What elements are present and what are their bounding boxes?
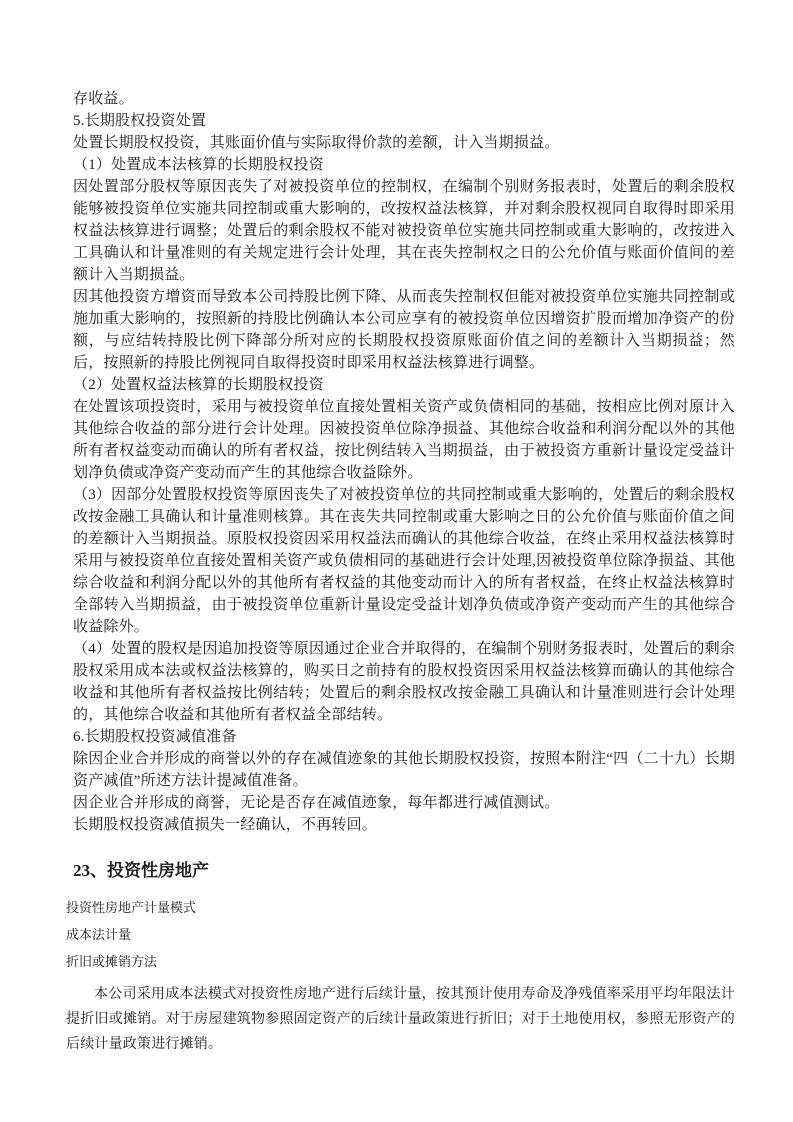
subheading-item-2-equity-method: （2）处置权益法核算的长期股权投资 [73, 377, 324, 393]
accounting-policy-notes [73, 88, 735, 836]
subheading-disposal-of-lt-equity-investment: 5.长期股权投资处置 [73, 113, 207, 129]
paragraph-item-1-detail-b: 因其他投资方增资而导致本公司持股比例下降、从而丧失控制权但能对被投资单位实施共同控制或施加重大影响的，按照新的持股比例确认本公司应享有的被投资单位因增资扩股而增加净资产的份额，与应结转持股比例下降部分所对应的长期股权投资原账面价值之间的差额计入当期损益；然后，按照新的持股比例视同自取得投资时即采用权益法核算进行调整。 [73, 289, 735, 371]
label-depreciation-method: 折旧或摊销方法 [66, 954, 158, 969]
paragraph-disposal-general: 处置长期股权投资，其账面价值与实际取得价款的差额，计入当期损益。 [73, 135, 560, 151]
investment-property-meta [66, 901, 735, 969]
paragraph-item-4-detail: （4）处置的股权是因追加投资等原因通过企业合并取得的，在编制个别财务报表时，处置后的剩余股权采用成本法或权益法核算的，购买日之前持有的股权投资因采用权益法核算而确认的其他综合收益和其他所有者权益按比例结转；处置后的剩余股权改按金融工具确认和计量准则进行会计处理的，其他综合收益和其他所有者权益全部结转。 [73, 641, 735, 723]
subheading-item-1-cost-method: （1）处置成本法核算的长期股权投资 [73, 157, 324, 173]
paragraph-investment-property-policy: 本公司采用成本法模式对投资性房地产进行后续计量，按其预计使用寿命及净残值率采用平均年限法计提折旧或摊销。对于房屋建筑物参照固定资产的后续计量政策进行折旧；对于土地使用权，参照无形资产的后续计量政策进行摊销。 [66, 987, 735, 1052]
paragraph-goodwill-test: 因企业合并形成的商誉，无论是否存在减值迹象，每年都进行减值测试。 [73, 795, 560, 811]
paragraph-impairment-method: 除因企业合并形成的商誉以外的存在减值迹象的其他长期股权投资，按照本附注“四（二十九）长期资产减值”所述方法计提减值准备。 [73, 751, 735, 789]
paragraph-item-2-detail: 在处置该项投资时，采用与被投资单位直接处置相关资产或负债相同的基础，按相应比例对原计入其他综合收益的部分进行会计处理。因被投资单位除净损益、其他综合收益和利润分配以外的其他所有者权益变动而确认的所有者权益，按比例结转入当期损益，由于被投资方重新计量设定受益计划净负债或净资产变动而产生的其他综合收益除外。 [73, 399, 735, 481]
subheading-impairment-provision: 6.长期股权投资减值准备 [73, 729, 237, 745]
paragraph-carryover: 存收益。 [73, 91, 134, 107]
section-heading-investment-property: 23、投资性房地产 [73, 861, 209, 880]
label-measurement-model: 投资性房地产计量模式 [66, 900, 197, 915]
paragraph-item-1-detail-a: 因处置部分股权等原因丧失了对被投资单位的控制权，在编制个别财务报表时，处置后的剩余股权能够被投资单位实施共同控制或重大影响的，改按权益法核算，并对剩余股权视同自取得时即采用权益法核算进行调整；处置后的剩余股权不能对被投资单位实施共同控制或重大影响的，改按进入工具确认和计量准则的有关规定进行会计处理，其在丧失控制权之日的公允价值与账面价值间的差额计入当期损益。 [73, 179, 735, 283]
label-cost-method: 成本法计量 [66, 927, 132, 942]
paragraph-no-reversal: 长期股权投资减值损失一经确认，不再转回。 [73, 817, 378, 833]
paragraph-item-3-detail: （3）因部分处置股权投资等原因丧失了对被投资单位的共同控制或重大影响的，处置后的剩余股权改按金融工具确认和计量准则核算。其在丧失共同控制或重大影响之日的公允价值与账面价值之间的差额计入当期损益。原股权投资因采用权益法而确认的其他综合收益，在终止采用权益法核算时采用与被投资单位直接处置相关资产或负债相同的基础进行会计处理,因被投资单位除净损益、其他综合收益和利润分配以外的其他所有者权益的其他变动而计入的所有者权益，在终止权益法核算时全部转入当期损益，由于被投资单位重新计量设定受益计划净负债或净资产变动而产生的其他综合收益除外。 [73, 487, 735, 635]
